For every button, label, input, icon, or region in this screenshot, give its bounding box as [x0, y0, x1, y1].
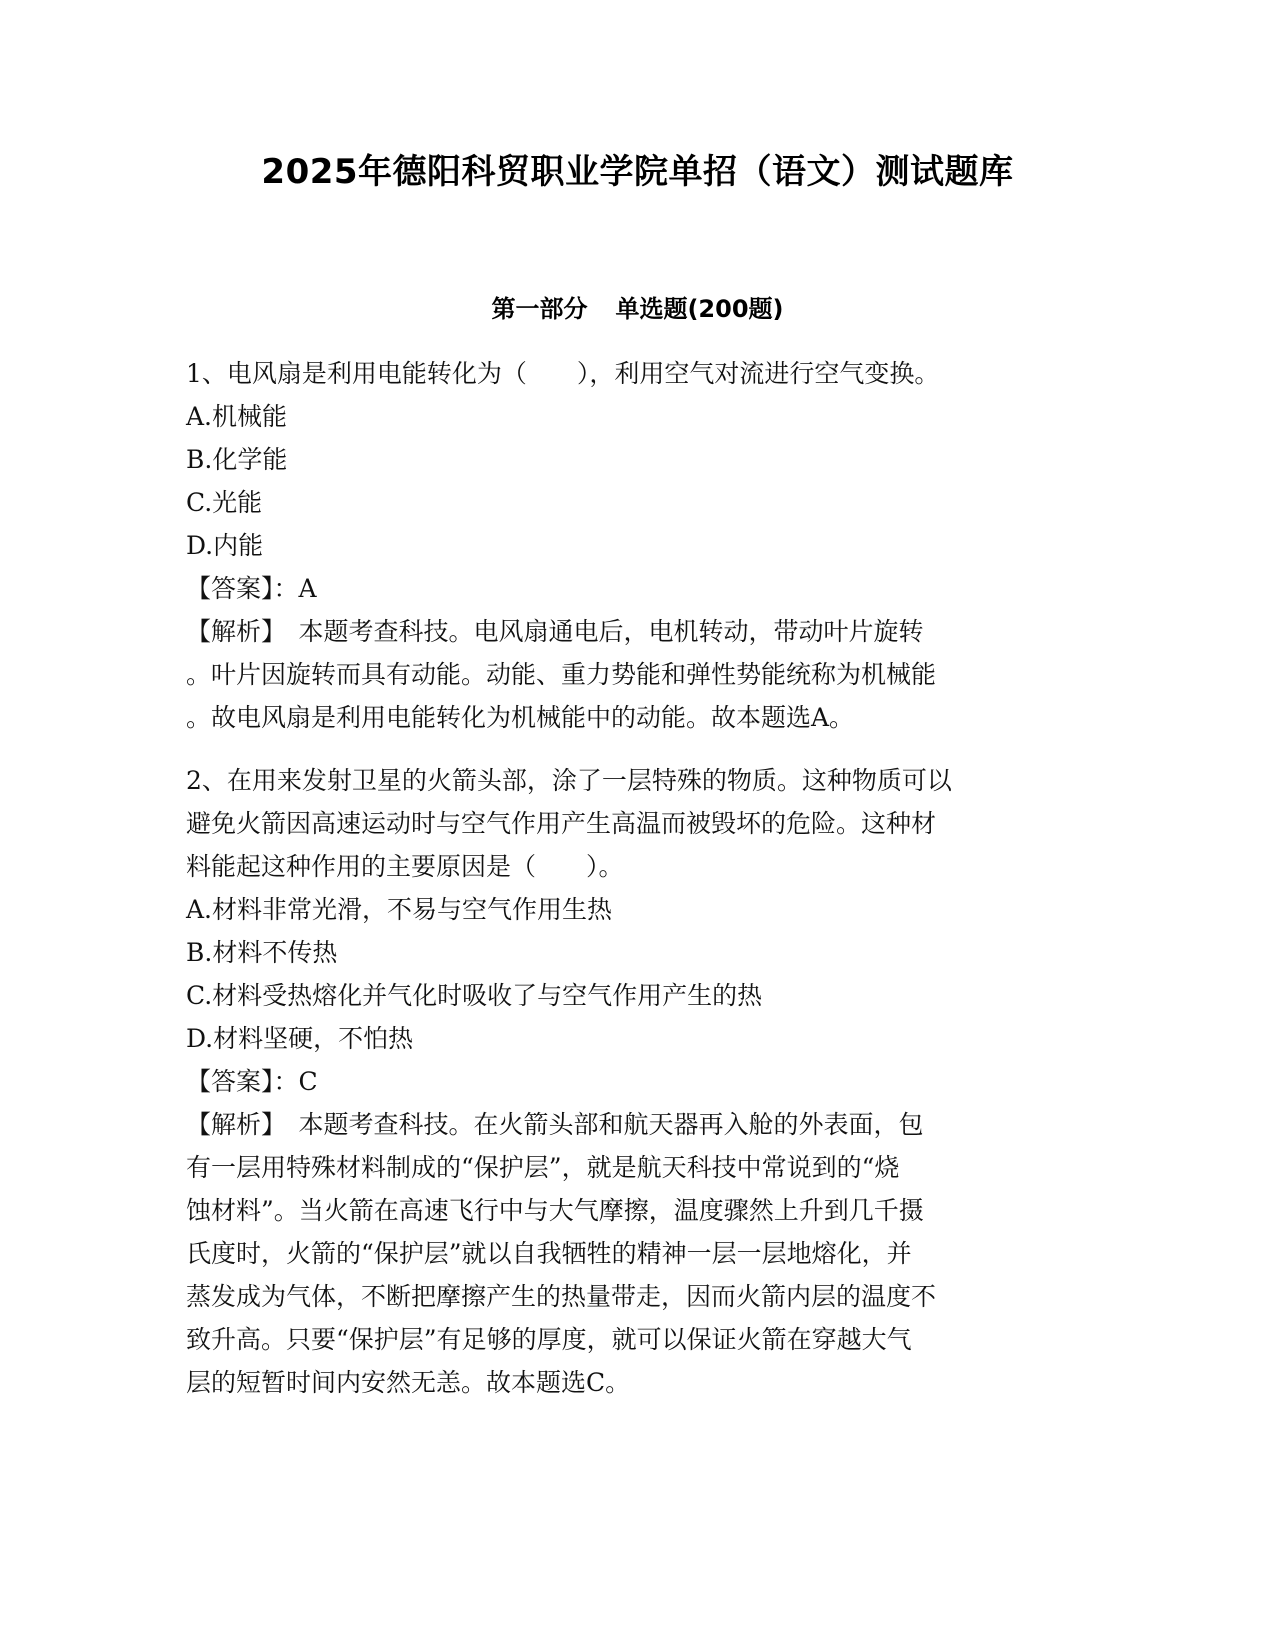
section-heading [0, 292, 1275, 326]
document-title: 2025年德阳科贸职业学院单招（语文）测试题库 [261, 152, 1014, 192]
analysis-text: 氏度时，火箭的“保护层”就以自我牺牲的精神一层一层地熔化，并 [186, 1239, 912, 1268]
question-stem: 2、在用来发射卫星的火箭头部，涂了一层特殊的物质。这种物质可以 [186, 766, 952, 795]
analysis-text: 有一层用特殊材料制成的“保护层”，就是航天科技中常说到的“烧 [186, 1153, 900, 1182]
question-stem: 料能起这种作用的主要原因是（ ）。 [186, 852, 624, 881]
option-a: A.机械能 [186, 402, 288, 431]
answer-line [186, 567, 1076, 610]
option-a: A.材料非常光滑，不易与空气作用生热 [186, 895, 613, 924]
question-stem: 避免火箭因高速运动时与空气作用产生高温而被毁坏的危险。这种材 [186, 809, 937, 838]
analysis-text: 本题考查科技。在火箭头部和航天器再入舱的外表面，包 [298, 1110, 924, 1139]
question-list [186, 352, 1076, 1404]
answer-value: A [298, 574, 317, 603]
answer-label: 【答案】： [186, 574, 299, 603]
answer-value: C [298, 1067, 318, 1096]
analysis-text: 层的短暂时间内安然无恙。故本题选C。 [186, 1368, 631, 1397]
option-c: C.材料受热熔化并气化时吸收了与空气作用产生的热 [186, 981, 763, 1010]
analysis-text: 蒸发成为气体，不断把摩擦产生的热量带走，因而火箭内层的温度不 [186, 1282, 937, 1311]
question-2 [186, 759, 1076, 1404]
option-c: C.光能 [186, 488, 263, 517]
option-d: D.材料坚硬，不怕热 [186, 1024, 414, 1053]
option-b: B.材料不传热 [186, 938, 338, 967]
question-stem: 1、电风扇是利用电能转化为（ ），利用空气对流进行空气变换。 [186, 359, 940, 388]
answer-line [186, 1060, 1076, 1103]
option-d: D.内能 [186, 531, 264, 560]
analysis-text: 。故电风扇是利用电能转化为机械能中的动能。故本题选A。 [186, 703, 855, 732]
analysis-text: 致升高。只要“保护层”有足够的厚度，就可以保证火箭在穿越大气 [186, 1325, 912, 1354]
analysis-line [186, 610, 1076, 653]
section-part: 第一部分 [491, 295, 588, 323]
analysis-label: 【解析】 [186, 1110, 299, 1139]
analysis-line [186, 1103, 1076, 1146]
section-name: 单选题(200题) [615, 295, 784, 323]
question-1 [186, 352, 1076, 739]
option-b: B.化学能 [186, 445, 288, 474]
answer-label: 【答案】： [186, 1067, 299, 1096]
analysis-text: 。叶片因旋转而具有动能。动能、重力势能和弹性势能统称为机械能 [186, 660, 937, 689]
analysis-label: 【解析】 [186, 617, 299, 646]
analysis-text: 本题考查科技。电风扇通电后，电机转动，带动叶片旋转 [298, 617, 924, 646]
analysis-text: 蚀材料”。当火箭在高速飞行中与大气摩擦，温度骤然上升到几千摄 [186, 1196, 924, 1225]
